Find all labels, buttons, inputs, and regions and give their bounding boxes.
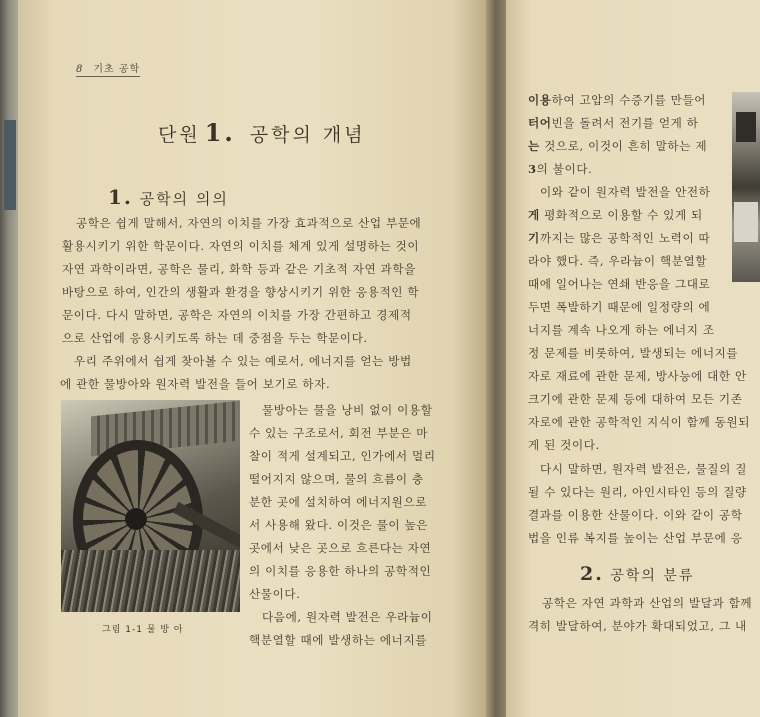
section-number: 1. [108, 185, 133, 209]
right-body-line [528, 322, 715, 338]
wrap-line: 산물이다. [249, 587, 301, 601]
line-text: 평화적으로 이용할 수 있게 되 [539, 208, 703, 222]
line-text: 의 불이다. [536, 162, 593, 176]
line-lead: 게 [528, 208, 540, 222]
right-body-line [528, 115, 699, 131]
section-title [108, 185, 229, 209]
line-text: 때에 일어나는 연쇄 반응을 그대로 [528, 277, 711, 291]
wrap-line: 서 사용해 왔다. 이것은 물이 높은 [249, 518, 429, 532]
body-line: 활용시키기 위한 학문이다. 자연의 이치를 체계 있게 설명하는 것이 [62, 239, 420, 253]
body-line: 공학은 쉽게 말해서, 자연의 이치를 가장 효과적으로 산업 부문에 [76, 216, 422, 230]
page-number: 8 [76, 64, 84, 75]
right-body-line [528, 230, 710, 246]
line-lead: 3 [528, 162, 537, 176]
book-gutter [486, 0, 508, 717]
right-body-line [528, 414, 750, 430]
right-body-line [528, 484, 747, 500]
wrap-line: 곳에서 낮은 곳으로 흐른다는 자연 [249, 541, 432, 555]
wheel-hub [125, 508, 147, 530]
line-text: 크기에 관한 문제 등에 대하여 모든 기존 [528, 392, 743, 406]
unit-prefix: 단원 [158, 124, 201, 146]
wrap-line: 찰이 적게 설계되고, 인가에서 멀리 [249, 449, 436, 463]
wrap-line: 떨어지지 않으며, 물의 흐름이 충 [249, 472, 424, 486]
running-head-title: 기초 공학 [93, 64, 141, 75]
line-text: 다시 말하면, 원자력 발전은, 물질의 질 [540, 462, 747, 476]
line-text: 자로에 관한 공학적인 지식이 함께 동원되 [528, 415, 751, 429]
line-lead: 터어 [528, 116, 552, 130]
wrap-line: 수 있는 구조로서, 회전 부분은 마 [249, 426, 429, 440]
unit-name: 공학의 개념 [249, 124, 366, 146]
line-text: 까지는 많은 공학적인 노력이 따 [539, 231, 711, 245]
right-body-line [528, 437, 600, 453]
edge-strip [4, 120, 16, 210]
right-section-number: 2. [580, 563, 604, 585]
body-line: 에 관한 물방아와 원자력 발전을 들어 보기로 하자. [60, 377, 331, 391]
grass-foreground [61, 550, 240, 612]
line-text: 빈을 돌려서 전기를 얻게 하 [551, 116, 699, 130]
line-text: 정 문제를 비롯하여, 발생되는 에너지를 [528, 346, 739, 360]
section-name: 공학의 의의 [139, 190, 229, 208]
line-text: 너지를 계속 나오게 하는 에너지 조 [528, 323, 715, 337]
line-text: 법을 인류 복지를 높이는 산업 부문에 응 [528, 531, 743, 545]
photo-detail [734, 202, 758, 242]
body-line: 바탕으로 하여, 인간의 생활과 환경을 향상시키기 위한 응용적인 학 [62, 285, 420, 299]
line-lead: 이용 [528, 93, 552, 107]
wrap-line: 분한 곳에 설치하여 에너지원으로 [249, 495, 428, 509]
line-text: 자로 재료에 관한 문제, 방사능에 대한 안 [528, 369, 747, 383]
photo-detail [736, 112, 756, 142]
wrap-line: 물방아는 물을 낭비 없이 이용할 [262, 403, 433, 417]
wrap-line: 의 이치를 응용한 하나의 공학적인 [249, 564, 432, 578]
right-section-title [580, 563, 694, 585]
right-body-line [528, 138, 707, 154]
right-body-line [528, 299, 710, 315]
wrap-line: 다음에, 원자력 발전은 우라늄이 [262, 610, 433, 624]
wrap-line: 핵분열할 때에 발생하는 에너지를 [249, 633, 428, 647]
running-head-rule [76, 76, 140, 77]
unit-title [158, 118, 366, 147]
body-line: 문이다. 다시 말하면, 공학은 자연의 이치를 가장 간편하고 경제적 [62, 308, 412, 322]
right-body-line [528, 276, 710, 292]
right-section-name: 공학의 분류 [610, 568, 695, 584]
right-body-line [528, 207, 703, 223]
right-body-line [528, 507, 743, 523]
right-body-line [528, 161, 592, 177]
figure-caption: 그림 1-1 물 방 아 [102, 625, 184, 635]
line-text: 두면 폭발하기 때문에 일정량의 에 [528, 300, 711, 314]
right-body-line [528, 345, 738, 361]
running-head [76, 60, 140, 75]
right-after-line: 공학은 자연 과학과 산업의 발달과 함께 [542, 596, 753, 610]
line-text: 이와 같이 원자력 발전을 안전하 [540, 185, 711, 199]
right-body-line [528, 368, 747, 384]
right-after-line: 격히 발달하여, 분야가 확대되었고, 그 내 [528, 619, 747, 633]
unit-number: 1. [204, 118, 236, 147]
body-line: 우리 주위에서 쉽게 찾아볼 수 있는 예로서, 에너지를 얻는 방법 [74, 354, 412, 368]
waterwheel-photo [61, 400, 240, 612]
right-body-line [528, 253, 707, 269]
right-page-photo [732, 92, 760, 282]
line-text: 결과를 이용한 산물이다. 이와 같이 공학 [528, 508, 743, 522]
line-text: 라야 했다. 즉, 우라늄이 핵분열할 [528, 254, 708, 268]
line-text: 것으로, 이것이 흔히 말하는 제 [539, 139, 708, 153]
line-lead: 는 [528, 139, 540, 153]
body-line: 자연 과학이라면, 공학은 물리, 화학 등과 같은 기초적 자연 과학을 [62, 262, 416, 276]
right-body-line [528, 530, 743, 546]
body-line: 으로 산업에 응용시키도록 하는 데 중점을 두는 학문이다. [62, 331, 368, 345]
right-body-line [540, 184, 711, 200]
line-lead: 기 [528, 231, 540, 245]
right-body-line [528, 391, 743, 407]
line-text: 될 수 있다는 원리, 아인시타인 등의 질량 [528, 485, 747, 499]
line-text: 게 된 것이다. [528, 438, 600, 452]
right-body-line [528, 92, 706, 108]
line-text: 하여 고압의 수증기를 만들어 [551, 93, 707, 107]
right-body-line [540, 461, 747, 477]
